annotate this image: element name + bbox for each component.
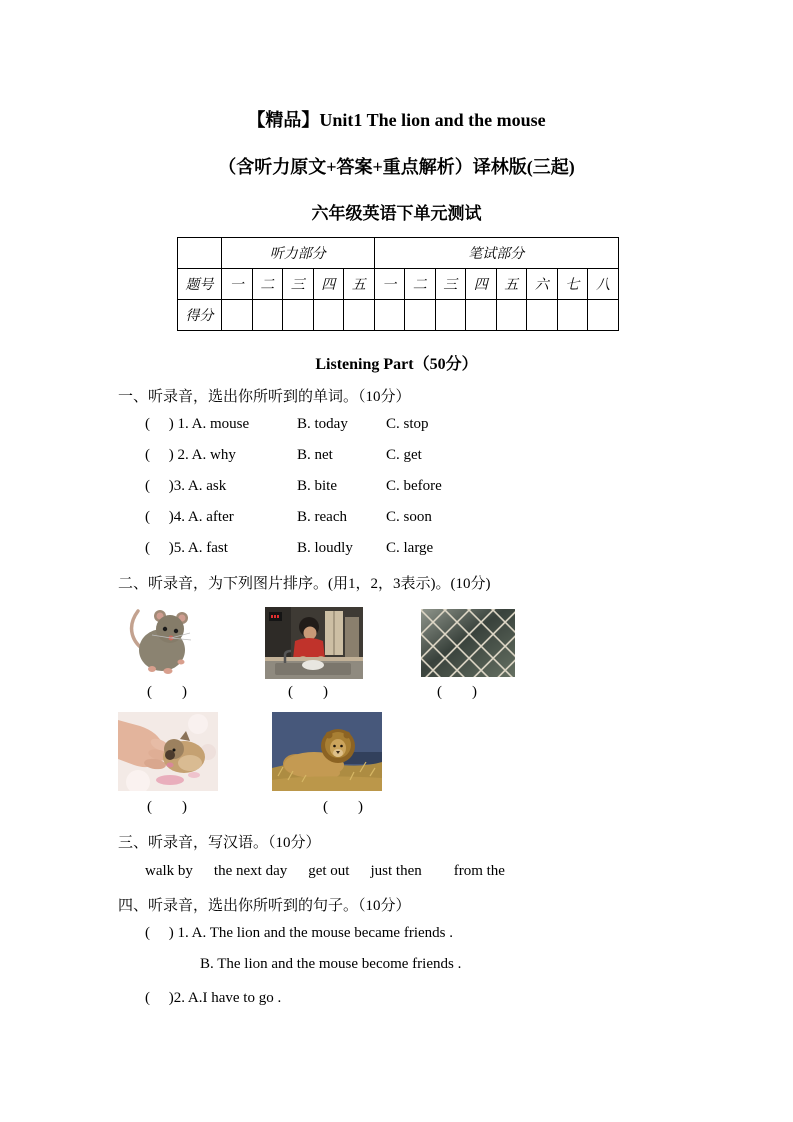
section4-title: 四、听录音，选出你所听到的句子。（10分）: [118, 898, 411, 914]
score-blank-cell: [435, 300, 466, 331]
phrase: just then: [370, 863, 422, 879]
word-choice-item-4: [145, 509, 685, 529]
boy-washing-dishes-photo: [265, 607, 363, 679]
score-row-label-cell: 得分: [178, 300, 222, 331]
phrase: the next day: [213, 863, 288, 879]
doc-title-line1: 【精品】Unit1 The lion and the mouse: [247, 110, 546, 130]
picture-answer-bracket: ( ): [323, 799, 363, 815]
question-number-cell: 四: [466, 269, 497, 300]
item-option-c: C. get: [386, 447, 422, 463]
written-part-header-cell: 笔试部分: [374, 238, 619, 269]
question-number-cell: 五: [496, 269, 527, 300]
item-option-b: B. net: [297, 447, 333, 463]
item-label: ( ) 1. A. mouse: [145, 416, 250, 432]
item-option-b: B. today: [297, 416, 348, 432]
word-choice-item-1: [145, 416, 685, 436]
item-option-c: C. soon: [386, 509, 432, 525]
question-number-cell: 三: [283, 269, 314, 300]
listening-part-header-cell: 听力部分: [222, 238, 375, 269]
score-table: [177, 237, 619, 331]
rope-net-photo: [421, 609, 515, 677]
sentence-choice-item-2-option-a: ( )2. A.I have to go .: [145, 990, 282, 1006]
score-blank-cell: [283, 300, 314, 331]
picture-answer-bracket: ( ): [147, 684, 187, 700]
section3-title: 三、听录音，写汉语。（10分）: [118, 835, 321, 851]
item-label: ( )3. A. ask: [145, 478, 227, 494]
listening-part-heading: Listening Part（50分）: [315, 356, 478, 373]
item-option-b: B. reach: [297, 509, 347, 525]
score-blank-cell: [313, 300, 344, 331]
item-label: ( )5. A. fast: [145, 540, 228, 556]
score-blank-cell: [405, 300, 436, 331]
question-number-cell: 七: [557, 269, 588, 300]
doc-title-line3: 六年级英语下单元测试: [311, 204, 482, 223]
rat-photo: [118, 603, 200, 678]
item-option-b: B. loudly: [297, 540, 353, 556]
item-label: ( ) 2. A. why: [145, 447, 236, 463]
word-choice-item-3: [145, 478, 685, 498]
score-table-corner-cell: [178, 238, 222, 269]
phrase: walk by: [145, 863, 193, 879]
score-blank-cell: [557, 300, 588, 331]
question-number-cell: 二: [252, 269, 283, 300]
item-option-c: C. before: [386, 478, 442, 494]
lion-photo: [272, 712, 382, 791]
score-blank-cell: [374, 300, 405, 331]
picture-answer-bracket: ( ): [288, 684, 328, 700]
score-blank-cell: [344, 300, 375, 331]
phrase-list: [145, 863, 505, 880]
score-blank-cell: [252, 300, 283, 331]
score-blank-cell: [466, 300, 497, 331]
doc-title-line2: （含听力原文+答案+重点解析）译林版(三起): [218, 157, 575, 177]
item-option-c: C. large: [386, 540, 434, 556]
section1-title: 一、听录音，选出你所听到的单词。（10分）: [118, 389, 411, 405]
question-number-cell: 三: [435, 269, 466, 300]
question-number-cell: 八: [588, 269, 619, 300]
item-option-c: C. stop: [386, 416, 429, 432]
hand-petting-kitten-photo: [118, 712, 218, 791]
word-choice-item-2: [145, 447, 685, 467]
score-blank-cell: [496, 300, 527, 331]
picture-answer-bracket: ( ): [437, 684, 477, 700]
score-table-part-row: [178, 238, 619, 269]
sentence-choice-item-1-option-b: B. The lion and the mouse become friends .: [200, 956, 462, 972]
score-blank-cell: [222, 300, 253, 331]
question-number-cell: 二: [405, 269, 436, 300]
score-row: [178, 300, 619, 331]
question-number-row: [178, 269, 619, 300]
picture-answer-bracket: ( ): [147, 799, 187, 815]
question-number-cell: 一: [374, 269, 405, 300]
phrase: get out: [308, 863, 350, 879]
sentence-choice-item-1-option-a: ( ) 1. A. The lion and the mouse became friends .: [145, 925, 453, 941]
question-number-cell: 六: [527, 269, 558, 300]
word-choice-item-5: [145, 540, 685, 560]
question-number-cell: 五: [344, 269, 375, 300]
section2-title: 二、听录音，为下列图片排序。(用1，2，3表示)。(10分): [118, 576, 491, 592]
item-option-b: B. bite: [297, 478, 337, 494]
score-blank-cell: [527, 300, 558, 331]
score-blank-cell: [588, 300, 619, 331]
item-label: ( )4. A. after: [145, 509, 234, 525]
question-number-cell: 一: [222, 269, 253, 300]
question-row-label-cell: 题号: [178, 269, 222, 300]
phrase: from the: [453, 863, 505, 879]
question-number-cell: 四: [313, 269, 344, 300]
